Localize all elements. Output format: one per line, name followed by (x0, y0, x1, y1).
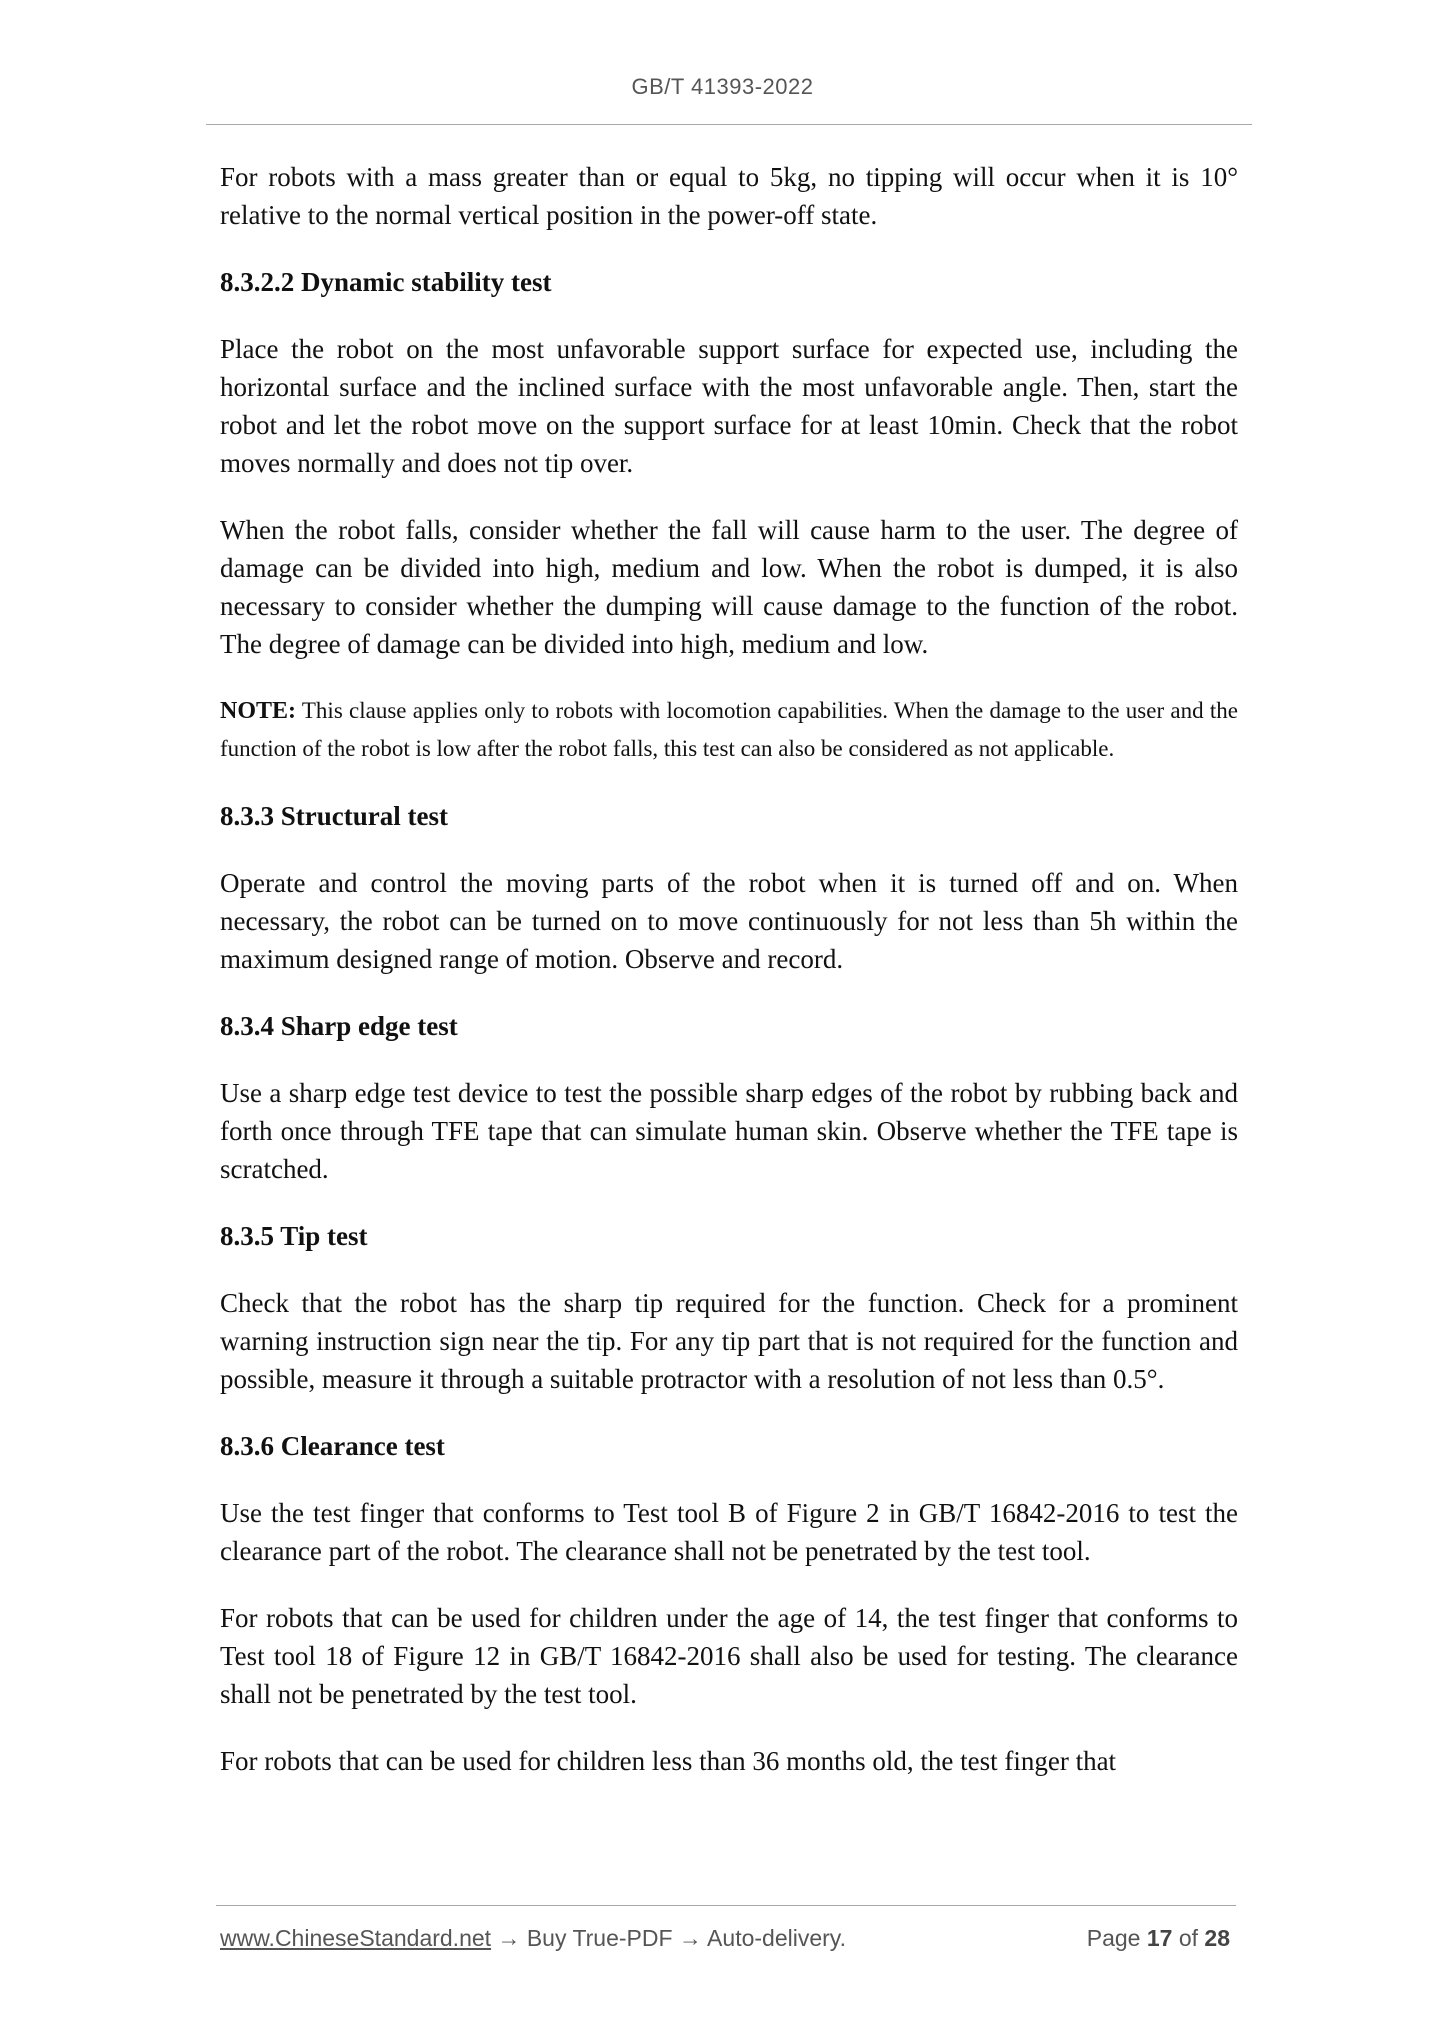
paragraph-clearance-1: Use the test finger that conforms to Test tool B of Figure 2 in GB/T 16842-2016 to test the clearance part of the robot. The clearance shall not be penetrated by the test tool. (220, 1498, 1238, 1566)
paragraph-tip-test: Check that the robot has the sharp tip required for the function. Check for a prominent warning instruction sign near the tip. For any tip part that is not required for the function and possible, measure it through a suitable protractor with a resolution of not less than 0.5°. (220, 1288, 1238, 1394)
paragraph-sharp-edge-test: Use a sharp edge test device to test the possible sharp edges of the robot by rubbing back and forth once through TFE tape that can simulate human skin. Observe whether the TFE tape is scratched. (220, 1078, 1238, 1184)
document-body (220, 158, 1238, 1809)
footer-tagline: → Buy True-PDF → Auto-delivery. (491, 1925, 846, 1951)
page-total: 28 (1204, 1925, 1230, 1951)
page-of: of (1172, 1925, 1205, 1951)
page-current: 17 (1146, 1925, 1173, 1951)
section-heading-8-3-2-2: 8.3.2.2 Dynamic stability test (220, 267, 552, 297)
paragraph-clearance-2: For robots that can be used for children under the age of 14, the test finger that conforms to Test tool 18 of Figure 12 in GB/T 16842-2016 shall also be used for testing. The clearance shall not be penetrated by the test tool. (220, 1603, 1238, 1709)
header-divider (206, 124, 1252, 125)
page-counter (1087, 1925, 1230, 1952)
page-word: Page (1086, 1925, 1147, 1951)
note-text: This clause applies only to robots with locomotion capabilities. When the damage to the user and the function of the robot is low after the robot falls, this test can also be considered as not applicable. (220, 698, 1238, 761)
section-heading-8-3-4: 8.3.4 Sharp edge test (220, 1011, 458, 1041)
paragraph-dynamic-stability-2: When the robot falls, consider whether the fall will cause harm to the user. The degree of damage can be divided into high, medium and low. When the robot is dumped, it is also necessary to consider whether the dumping will cause damage to the function of the robot. The degree of damage can be divided into high, medium and low. (220, 515, 1238, 659)
note-label: NOTE: (220, 698, 297, 724)
site-link[interactable]: www.ChineseStandard.net (220, 1925, 492, 1951)
section-heading-8-3-3: 8.3.3 Structural test (220, 801, 448, 831)
section-heading-8-3-5: 8.3.5 Tip test (220, 1221, 368, 1251)
page-header: GB/T 41393-2022 (631, 74, 814, 99)
paragraph-structural-test: Operate and control the moving parts of the robot when it is turned off and on. When necessary, the robot can be turned on to move continuously for not less than 5h within the maximum designed range of motion. Observe and record. (220, 868, 1238, 974)
paragraph-dynamic-stability-1: Place the robot on the most unfavorable support surface for expected use, including the horizontal surface and the inclined surface with the most unfavorable angle. Then, start the robot and let the robot move on the support surface for at least 10min. Check that the robot moves normally and does not tip over. (220, 334, 1238, 478)
footer-left (220, 1925, 846, 1952)
footer-divider (216, 1905, 1236, 1906)
note-paragraph (220, 692, 1238, 768)
section-heading-8-3-6: 8.3.6 Clearance test (220, 1431, 445, 1461)
paragraph-clearance-3: For robots that can be used for children less than 36 months old, the test finger that (220, 1746, 1117, 1776)
paragraph-mass-tipping: For robots with a mass greater than or equal to 5kg, no tipping will occur when it is 10° relative to the normal vertical position in the power-off state. (220, 162, 1238, 230)
